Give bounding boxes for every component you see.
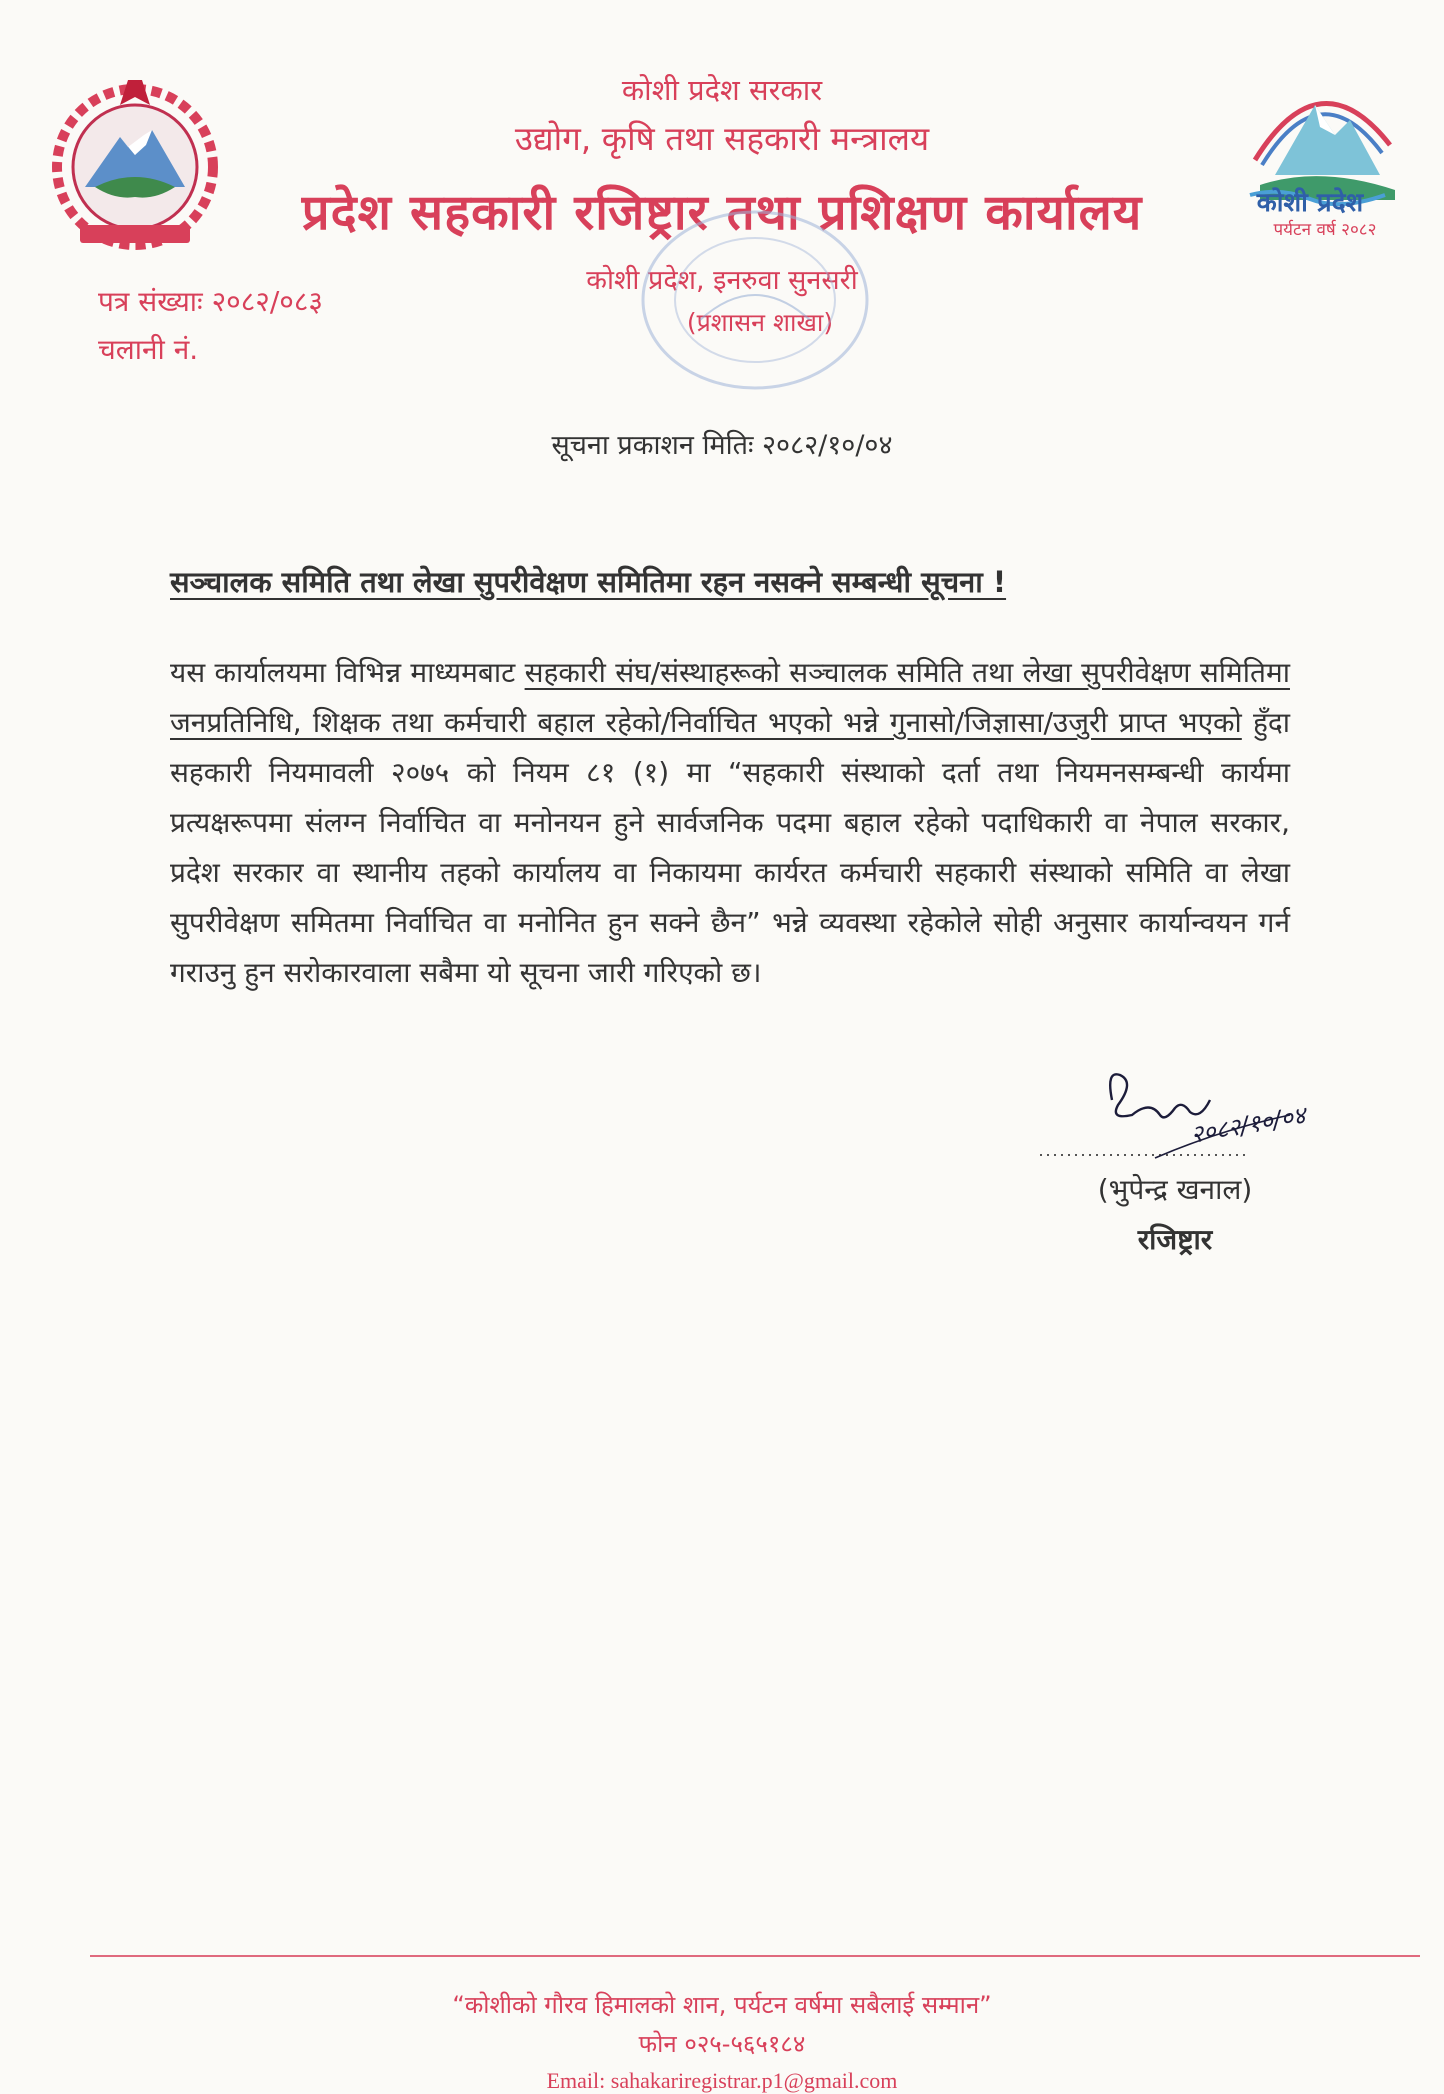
notice-body [170, 648, 1290, 998]
office-name: प्रदेश सहकारी रजिष्ट्रार तथा प्रशिक्षण कार्यालय [301, 184, 1143, 241]
office-stamp [630, 200, 880, 400]
body-underlined-text: सहकारी संघ/संस्थाहरूको सञ्चालक समिति तथा लेखा सुपरीवेक्षण समितिमा जनप्रतिनिधि, शिक्षक तथा कर्मचारी बहाल रहेको/निर्वाचित भएको भन्ने गुनासो/जिज्ञासा/उजुरी प्राप्त भएको [170, 656, 1290, 739]
notice-publish-date: सूचना प्रकाशन मितिः २०८२/१०/०४ [551, 430, 893, 461]
signatory-name: (भुपेन्द्र खनाल) [1097, 1173, 1253, 1206]
body-part-1: यस कार्यालयमा विभिन्न माध्यमबाट [170, 656, 525, 689]
koshi-tourism-logo [1220, 65, 1420, 255]
office-address: कोशी प्रदेश, इनरुवा सुनसरी [586, 265, 858, 296]
government-name: कोशी प्रदेश सरकार [621, 73, 823, 107]
koshi-logo-subtext: पर्यटन वर्ष २०८२ [1273, 220, 1377, 240]
dispatch-number: चलानी नं. [98, 333, 199, 366]
footer-email: Email: sahakariregistrar.p1@gmail.com [546, 2068, 898, 2093]
footer-divider [90, 1955, 1420, 1957]
office-branch: (प्रशासन शाखा) [686, 308, 834, 337]
body-part-2: हुँदा सहकारी नियमावली २०७५ को नियम ८१ (१) मा “सहकारी संस्थाको दर्ता तथा नियमनसम्बन्धी कार्यमा प्रत्यक्षरूपमा संलग्न निर्वाचित वा मनोनयन हुने सार्वजनिक पदमा बहाल रहेको पदाधिकारी वा नेपाल सरकार, प्रदेश सरकार वा स्थानीय तहको कार्यालय वा निकायमा कार्यरत कर्मचारी सहकारी संस्थाको समिति वा लेखा सुपरीवेक्षण समितमा निर्वाचित वा मनोनित हुन सक्ने छैन” भन्ने व्यवस्था रहेकोले सोही अनुसार कार्यान्वयन गर्न गराउनु हुन सरोकारवाला सबैमा यो सूचना जारी गरिएको छ। [170, 706, 1290, 989]
ministry-name: उद्योग, कृषि तथा सहकारी मन्त्रालय [514, 119, 930, 158]
letter-number: पत्र संख्याः २०८२/०८३ [98, 285, 323, 318]
notice-subject [170, 562, 1210, 601]
footer-motto: “कोशीको गौरव हिमालको शान, पर्यटन वर्षमा सबैलाई सम्मान” [452, 1991, 992, 2019]
signatory-title: रजिष्ट्रार [1137, 1223, 1213, 1256]
signature-date: २०८२/१०/०४ [1188, 1101, 1308, 1149]
notice-subject-text: सञ्चालक समिति तथा लेखा सुपरीवेक्षण समितिमा रहन नसक्ने सम्बन्धी सूचना ! [170, 565, 1007, 599]
koshi-logo-text: कोशी प्रदेश [1256, 188, 1364, 218]
footer-phone: फोन ०२५-५६५१८४ [638, 2030, 806, 2058]
